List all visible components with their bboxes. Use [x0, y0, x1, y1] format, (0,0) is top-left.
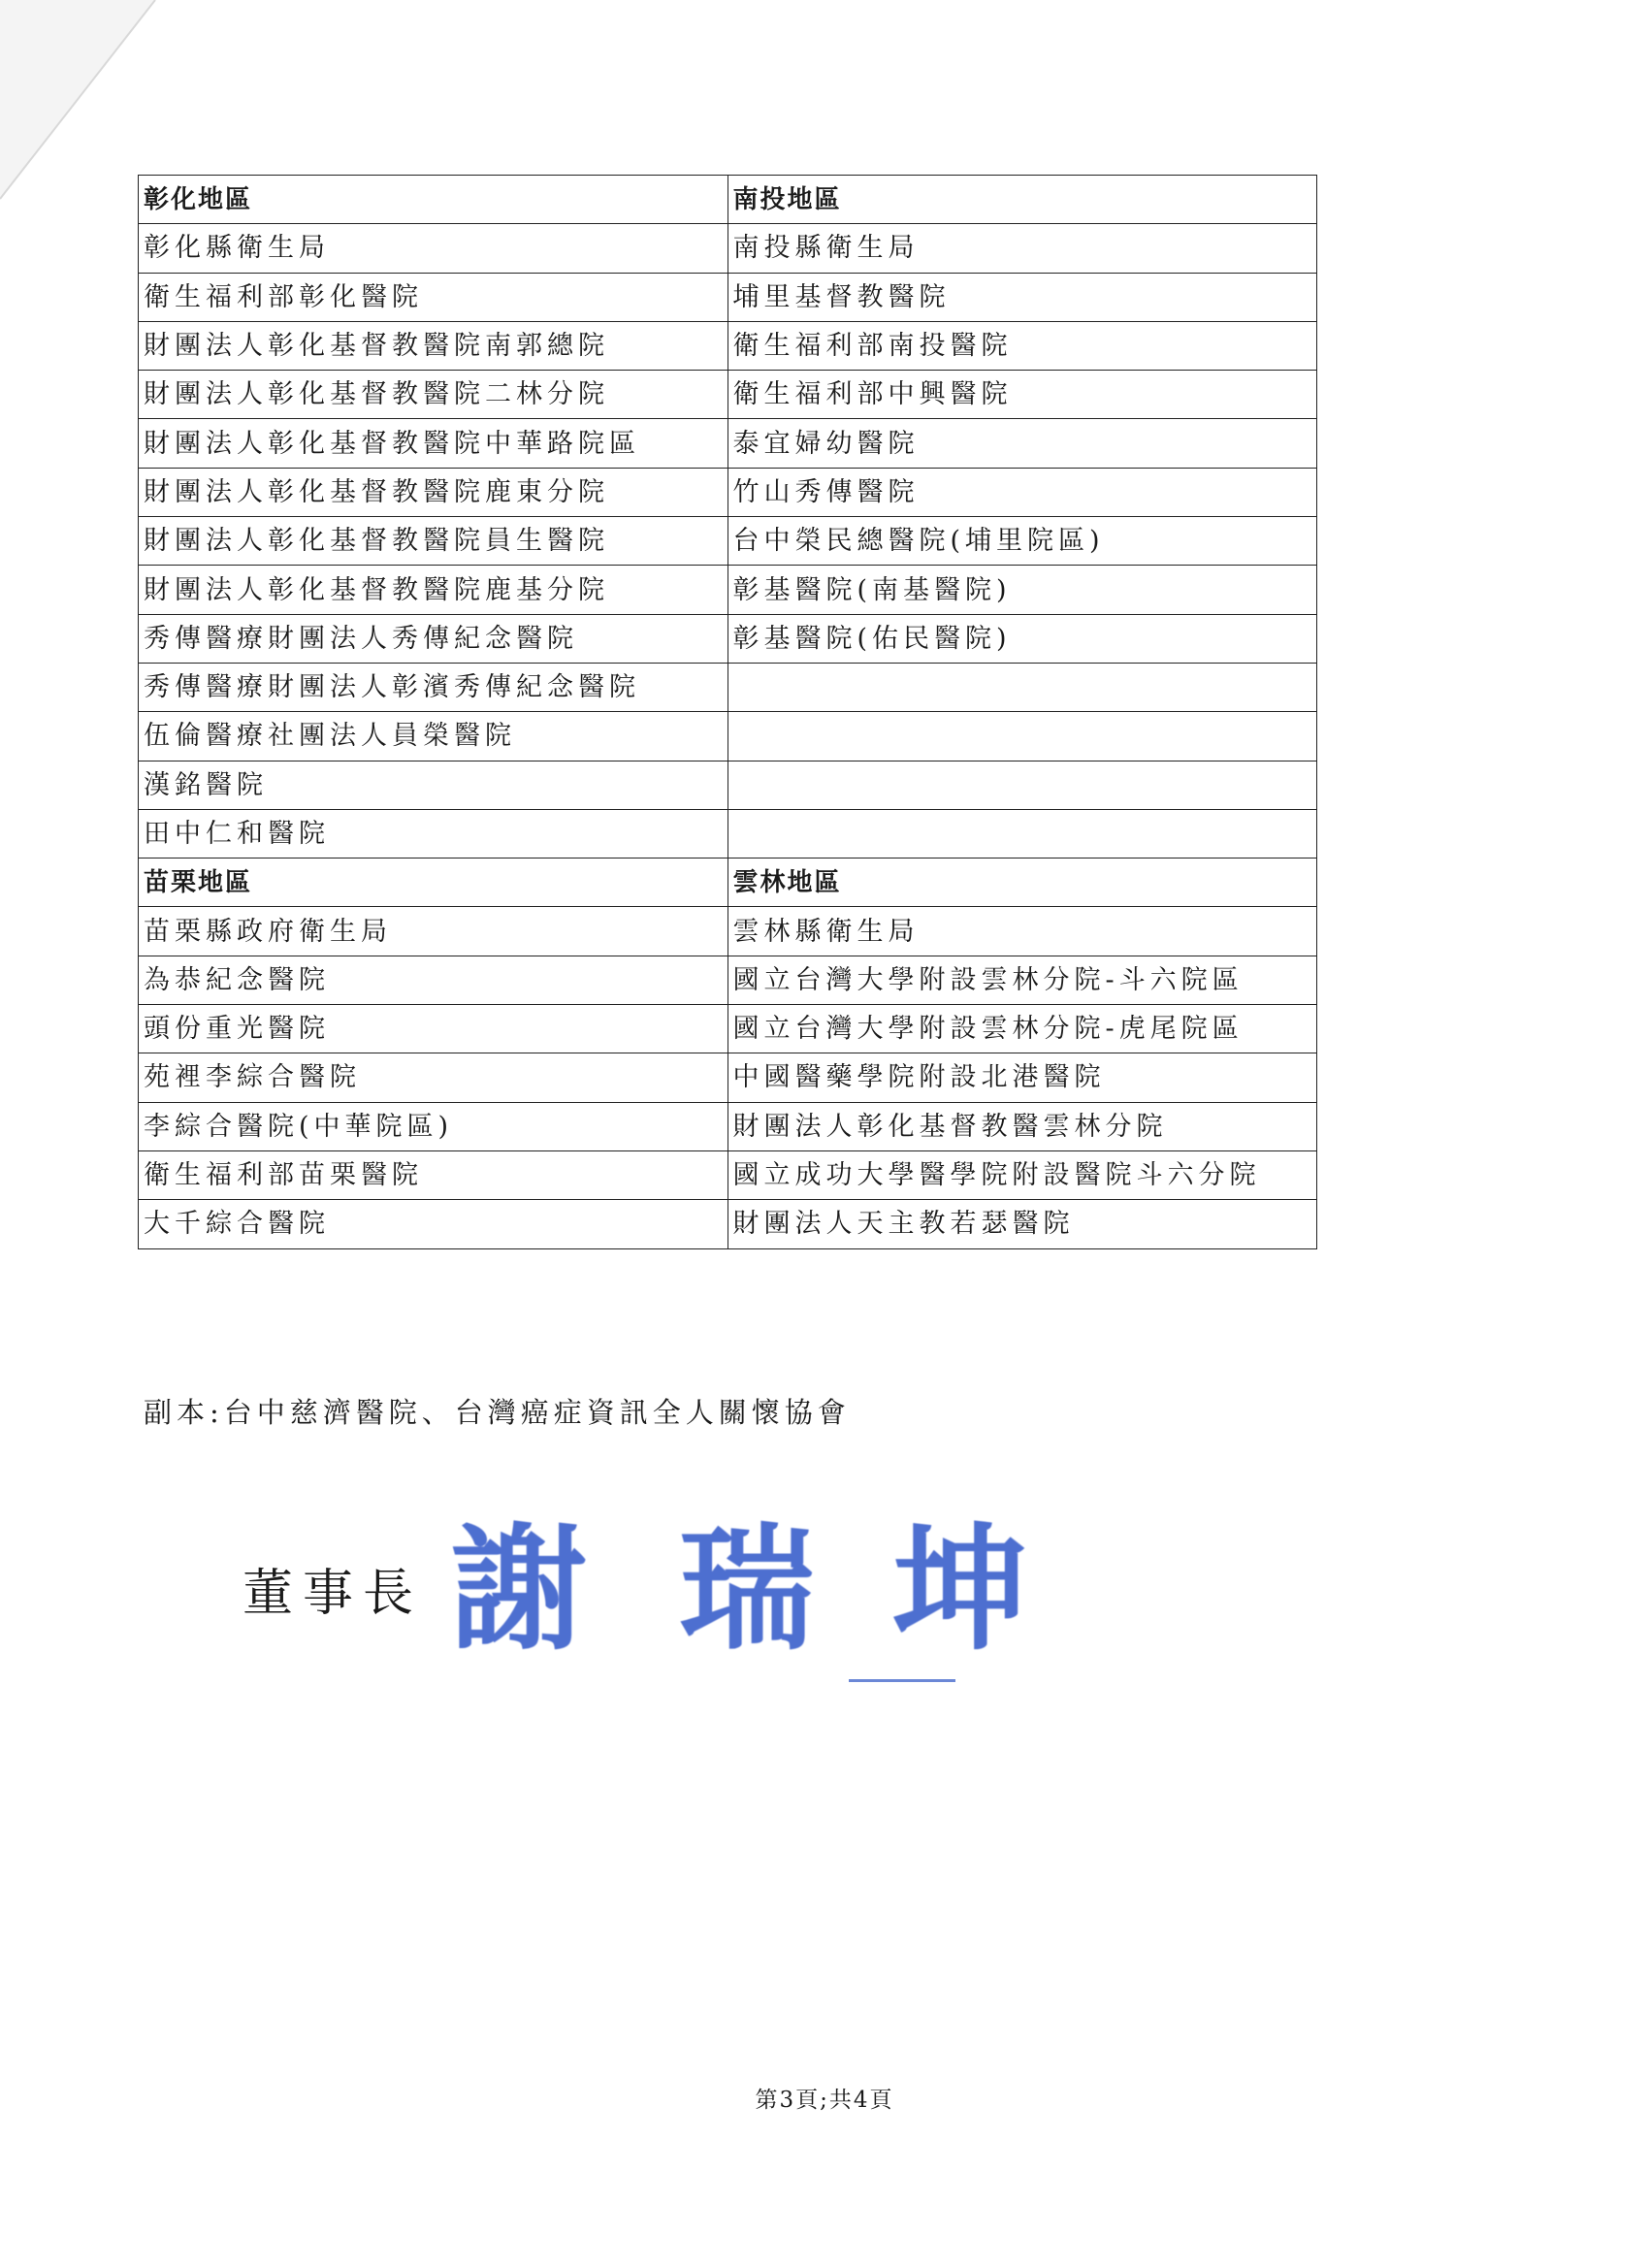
hospital-cell-left: 田中仁和醫院 [139, 809, 728, 858]
table-row [139, 1053, 1317, 1102]
chairman-title: 董事長 [242, 1565, 424, 1623]
hospital-cell-right: 竹山秀傳醫院 [728, 468, 1317, 516]
hospital-cell-right: 台中榮民總醫院(埔里院區) [728, 517, 1317, 566]
hospital-cell-right: 國立台灣大學附設雲林分院-虎尾院區 [728, 1005, 1317, 1053]
hospital-cell-right [728, 712, 1317, 761]
signature-stamp-char-2: 瑞 [678, 1511, 815, 1669]
hospital-cell-right: 國立台灣大學附設雲林分院-斗六院區 [728, 956, 1317, 1004]
hospital-cell-left: 財團法人彰化基督教醫院鹿基分院 [139, 566, 728, 614]
hospital-cell-left: 財團法人彰化基督教醫院中華路院區 [139, 419, 728, 468]
hospital-cell-left: 彰化縣衛生局 [139, 224, 728, 273]
hospital-cell-left: 伍倫醫療社團法人員榮醫院 [139, 712, 728, 761]
region-heading-right: 雲林地區 [728, 859, 1317, 907]
hospital-cell-right: 彰基醫院(佑民醫院) [728, 614, 1317, 663]
hospital-cell-right: 國立成功大學醫學院附設醫院斗六分院 [728, 1150, 1317, 1199]
table-row [139, 371, 1317, 419]
hospital-cell-right: 財團法人天主教若瑟醫院 [728, 1200, 1317, 1248]
table-row [139, 809, 1317, 858]
hospital-cell-left: 衛生福利部彰化醫院 [139, 273, 728, 321]
hospital-cell-left: 財團法人彰化基督教醫院二林分院 [139, 371, 728, 419]
hospital-cell-left: 苗栗縣政府衛生局 [139, 907, 728, 956]
signature-underline [849, 1679, 955, 1682]
table-row [139, 1150, 1317, 1199]
hospital-cell-right: 彰基醫院(南基醫院) [728, 566, 1317, 614]
region-heading-right: 南投地區 [728, 176, 1317, 224]
region-heading-left: 彰化地區 [139, 176, 728, 224]
region-heading-row [139, 859, 1317, 907]
hospital-cell-right: 雲林縣衛生局 [728, 907, 1317, 956]
table-row [139, 712, 1317, 761]
table-row [139, 419, 1317, 468]
signature-stamp-char-1: 謝 [450, 1511, 587, 1669]
table-row [139, 663, 1317, 711]
table-row [139, 321, 1317, 370]
hospital-cell-left: 秀傳醫療財團法人彰濱秀傳紀念醫院 [139, 663, 728, 711]
table-row [139, 224, 1317, 273]
hospital-cell-left: 頭份重光醫院 [139, 1005, 728, 1053]
hospital-cell-left: 漢銘醫院 [139, 761, 728, 809]
table-row [139, 761, 1317, 809]
hospital-cell-left: 李綜合醫院(中華院區) [139, 1102, 728, 1150]
hospital-table [138, 175, 1317, 1249]
signature-stamp-char-3: 坤 [891, 1511, 1028, 1669]
cc-line: 副本:台中慈濟醫院、台灣癌症資訊全人關懷協會 [144, 1396, 851, 1429]
hospital-cell-left: 財團法人彰化基督教醫院員生醫院 [139, 517, 728, 566]
table-row [139, 1005, 1317, 1053]
table-row [139, 1200, 1317, 1248]
hospital-cell-right: 泰宜婦幼醫院 [728, 419, 1317, 468]
hospital-cell-right: 中國醫藥學院附設北港醫院 [728, 1053, 1317, 1102]
hospital-cell-right [728, 809, 1317, 858]
hospital-table-body [139, 176, 1317, 1249]
hospital-cell-right: 埔里基督教醫院 [728, 273, 1317, 321]
table-row [139, 566, 1317, 614]
hospital-cell-right: 財團法人彰化基督教醫雲林分院 [728, 1102, 1317, 1150]
table-row [139, 907, 1317, 956]
hospital-cell-left: 衛生福利部苗栗醫院 [139, 1150, 728, 1199]
hospital-cell-right: 衛生福利部南投醫院 [728, 321, 1317, 370]
hospital-cell-left: 大千綜合醫院 [139, 1200, 728, 1248]
region-heading-row [139, 176, 1317, 224]
hospital-cell-left: 為恭紀念醫院 [139, 956, 728, 1004]
signature-block [242, 1513, 1116, 1707]
hospital-cell-left: 苑裡李綜合醫院 [139, 1053, 728, 1102]
hospital-cell-right [728, 663, 1317, 711]
hospital-cell-right [728, 761, 1317, 809]
page-number: 第3頁;共4頁 [755, 2088, 894, 2113]
hospital-cell-left: 財團法人彰化基督教醫院鹿東分院 [139, 468, 728, 516]
table-row [139, 1102, 1317, 1150]
table-row [139, 517, 1317, 566]
region-heading-left: 苗栗地區 [139, 859, 728, 907]
table-row [139, 614, 1317, 663]
table-row [139, 468, 1317, 516]
table-row [139, 273, 1317, 321]
table-row [139, 956, 1317, 1004]
hospital-cell-left: 秀傳醫療財團法人秀傳紀念醫院 [139, 614, 728, 663]
hospital-cell-right: 衛生福利部中興醫院 [728, 371, 1317, 419]
hospital-cell-left: 財團法人彰化基督教醫院南郭總院 [139, 321, 728, 370]
hospital-cell-right: 南投縣衛生局 [728, 224, 1317, 273]
